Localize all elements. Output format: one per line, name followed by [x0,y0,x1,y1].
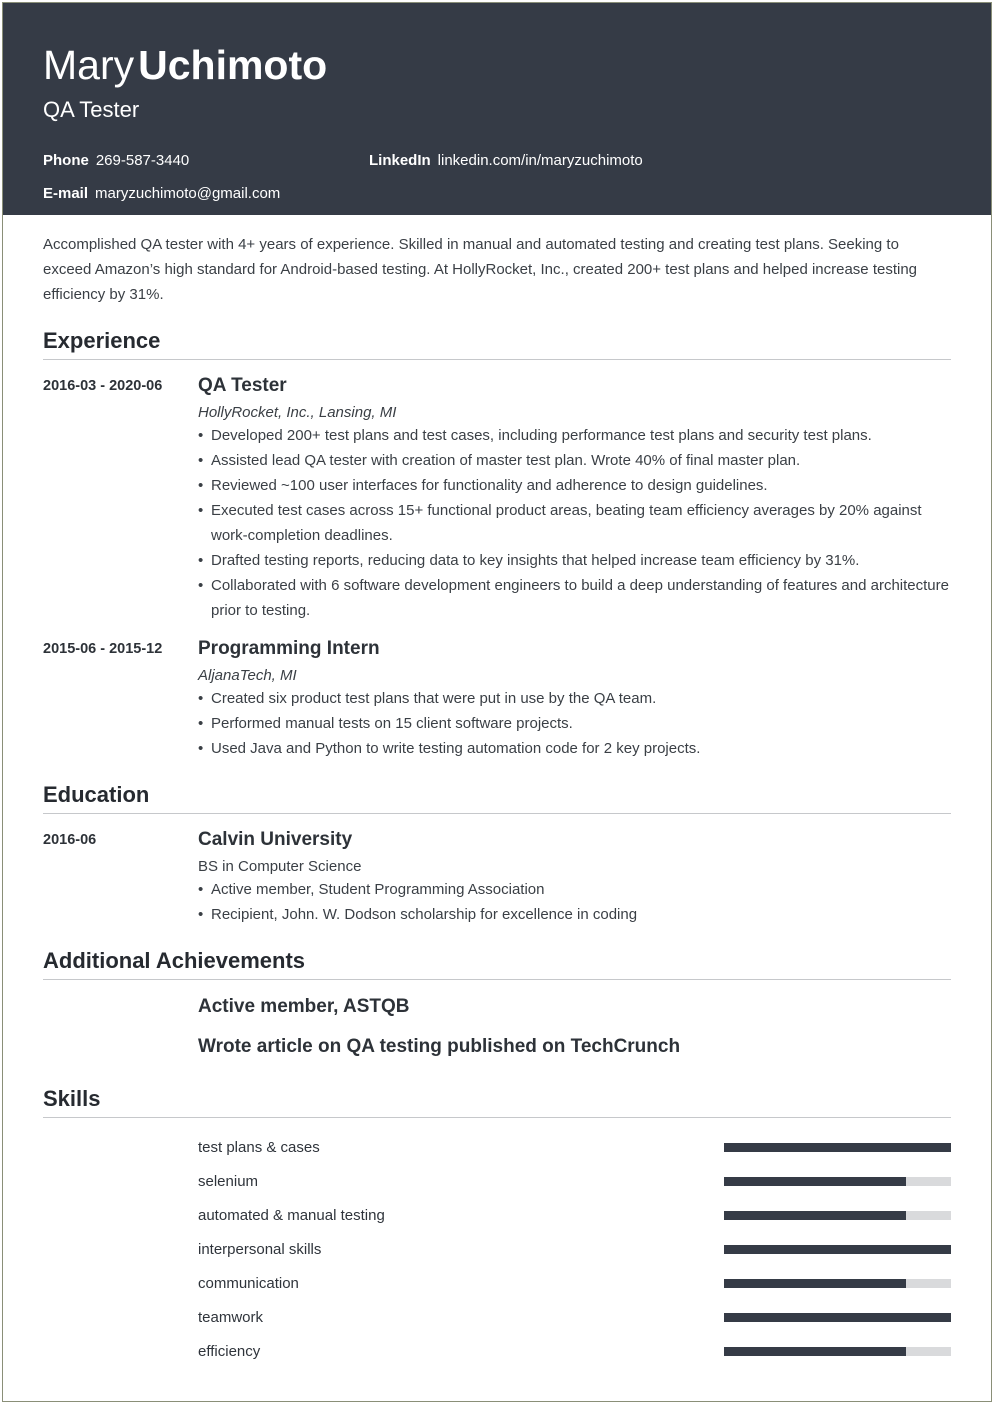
first-name: Mary [43,42,135,88]
contact-linkedin [369,152,643,169]
skill-row [198,1198,951,1232]
skill-level-fill [724,1279,906,1288]
skill-level-fill [724,1313,951,1322]
bullet-item: • Recipient, John. W. Dodson scholarship for excellence in coding [198,902,951,927]
bullet-item: • Reviewed ~100 user interfaces for functionality and adherence to design guidelines. [198,473,951,498]
resume-page [2,2,992,1402]
entry-date: 2016-06 [43,832,97,848]
linkedin-link[interactable]: linkedin.com/in/maryzuchimoto [437,152,643,169]
entry-bullets [198,423,951,623]
contact-email [43,185,280,202]
skill-level-bar [724,1347,951,1356]
skill-name: efficiency [198,1342,261,1360]
entry-title: QA Tester [198,375,287,396]
experience-entry [43,374,951,623]
skill-row [198,1300,951,1334]
bullet-item: • Executed test cases across 15+ functional product areas, beating team efficiency averages by 20% against work-completion deadlines. [198,498,951,548]
entry-body [198,637,951,761]
full-name [43,41,951,89]
entry-title: Calvin University [198,829,353,850]
bullet-item: • Performed manual tests on 15 client software projects. [198,711,951,736]
bullet-item: • Developed 200+ test plans and test cases, including performance test plans and security test plans. [198,423,951,448]
entry-title: Programming Intern [198,638,380,659]
phone-value: 269-587-3440 [95,152,190,169]
bullet-item: • Assisted lead QA tester with creation of master test plan. Wrote 40% of final master plan. [198,448,951,473]
bullet-item: • Drafted testing reports, reducing data to key insights that helped increase team efficiency by 31%. [198,548,951,573]
skill-level-fill [724,1177,906,1186]
skill-name: communication [198,1274,299,1292]
summary-text: Accomplished QA tester with 4+ years of experience. Skilled in manual and automated testing and creating test plans. Seeking to exceed Amazon’s high standard for Android-based testing. At HollyRocket, Inc., created 200+ test plans and helped increase testing efficiency by 31%. [43,236,918,303]
skill-level-bar [724,1177,951,1186]
bullet-item: • Collaborated with 6 software development engineers to build a deep understanding of features and architecture prior to testing. [198,573,951,623]
last-name: Uchimoto [138,42,328,88]
section-title-achievements: Additional Achievements [43,947,951,980]
skill-level-bar [724,1313,951,1322]
linkedin-label: LinkedIn [369,152,431,169]
skill-level-fill [724,1347,906,1356]
section-title-education: Education [43,781,951,814]
skill-level-bar [724,1245,951,1254]
bullet-item: • Created six product test plans that were put in use by the QA team. [198,686,951,711]
skill-name: test plans & cases [198,1138,320,1156]
skill-name: selenium [198,1172,259,1190]
achievement-item: Wrote article on QA testing published on TechCrunch [198,1036,681,1057]
education-entry [43,828,951,927]
skill-row [198,1232,951,1266]
skill-level-fill [724,1245,951,1254]
skill-name: automated & manual testing [198,1206,385,1224]
email-link[interactable]: maryzuchimoto@gmail.com [95,185,281,202]
experience-entry [43,637,951,761]
entry-degree: BS in Computer Science [198,858,362,875]
resume-body [3,232,991,1368]
section-title-skills: Skills [43,1085,951,1118]
skill-level-bar [724,1143,951,1152]
skill-level-bar [724,1211,951,1220]
skill-row [198,1266,951,1300]
bullet-item: • Used Java and Python to write testing automation code for 2 key projects. [198,736,951,761]
contact-info [43,144,951,214]
contact-phone [43,152,189,169]
entry-bullets [198,686,951,761]
bullet-item: • Active member, Student Programming Association [198,877,951,902]
entry-body [198,374,951,623]
entry-body [198,828,951,927]
skills-list [198,1130,951,1368]
skill-row [198,1130,951,1164]
entry-date: 2015-06 - 2015-12 [43,641,163,657]
section-title-experience: Experience [43,327,951,360]
entry-company: AljanaTech, MI [198,667,297,684]
skill-level-fill [724,1143,951,1152]
entry-company: HollyRocket, Inc., Lansing, MI [198,404,397,421]
job-title: QA Tester [43,97,140,122]
entry-date: 2016-03 - 2020-06 [43,378,163,394]
phone-label: Phone [43,152,89,169]
skill-name: interpersonal skills [198,1240,322,1258]
email-label: E-mail [43,185,89,202]
entry-bullets [198,877,951,927]
skill-row [198,1164,951,1198]
skill-name: teamwork [198,1308,264,1326]
achievement-item: Active member, ASTQB [198,996,410,1017]
skill-level-fill [724,1211,906,1220]
skill-level-bar [724,1279,951,1288]
resume-header [3,3,991,215]
skill-row [198,1334,951,1368]
